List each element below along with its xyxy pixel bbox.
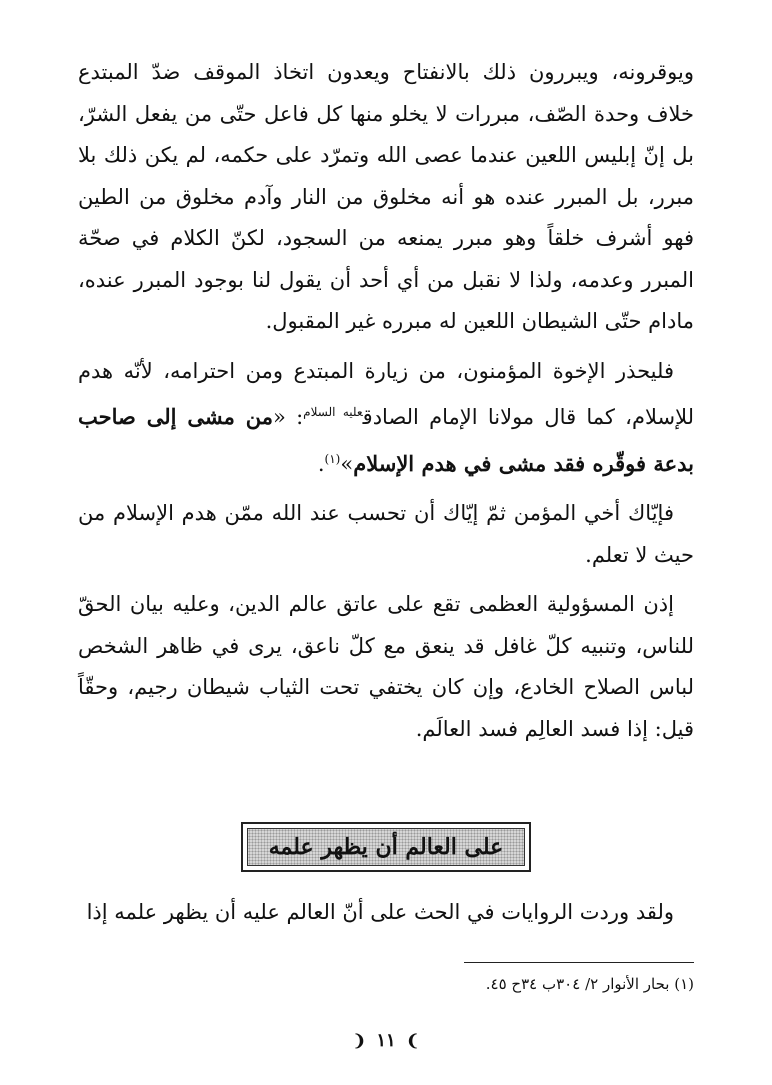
- paragraph-2: [78, 351, 694, 486]
- section-heading-box: [241, 822, 531, 872]
- page-number-left-ornament: ❨: [352, 1031, 367, 1050]
- footnote-divider: [464, 962, 694, 963]
- footnote-ref: (١): [324, 451, 341, 466]
- paragraph-1: ويوقرونه، ويبررون ذلك بالانفتاح ويعدون اتخاذ الموقف ضدّ المبتدع خلاف وحدة الصّف، مبررات لا يخلو منها كل فاعل حتّى من يفعل الشرّ، بل إنّ إبليس اللعين عندما عصى الله وتمرّد على حكمه، لم يكن ذلك بلا مبرر، بل المبرر عنده هو أنه مخلوق من النار وآدم مخلوق من الطين فهو أشرف خلقاً وهو مبرر يمنعه من السجود، لكنّ الكلام في صحّة المبرر وعدمه، ولذا لا نقبل من أي أحد أن يقول لنا بوجود المبرر عنده، مادام حتّى الشيطان اللعين له مبرره غير المقبول.: [78, 60, 694, 333]
- hadith-quote: من مشى إلى صاحب بدعة فوقّره فقد مشى في هدم الإسلام: [78, 404, 694, 476]
- honorific: عليه السلام: [303, 405, 363, 419]
- paragraph-4: إذن المسؤولية العظمى تقع على عاتق عالم الدين، وعليه بيان الحقّ للناس، وتنبيه كلّ غافل قد ينعق مع كلّ ناعق، يرى في ظاهر الشخص لباس الصلاح الخادع، وإن كان يختفي تحت الثياب شيطان رجيم، وحقّاً قيل: إذا فسد العالِم فسد العالَم.: [78, 592, 694, 741]
- paragraph-5: ولقد وردت الروايات في الحث على أنّ العالم عليه أن يظهر علمه إذا: [86, 900, 674, 924]
- page-number-value: ١١: [376, 1030, 396, 1051]
- paragraph-2-start: فليحذر الإخوة المؤمنون، من زيارة المبتدع ومن احترامه، لأنّه هدم للإسلام، كما قال مولانا الإمام الصادق: [78, 358, 694, 429]
- page-number: [78, 1030, 694, 1051]
- section-heading-wrap: [78, 822, 694, 872]
- page-number-right-ornament: ❩: [405, 1031, 420, 1050]
- paragraph-3: فإيّاك أخي المؤمن ثمّ إيّاك أن تحسب عند الله ممّن هدم الإسلام من حيث لا تعلم.: [78, 501, 694, 567]
- paragraph-2-end: .: [317, 451, 325, 476]
- footnote: (١) بحار الأنوار ٢/ ٣٠٤ب ٣٤ح ٤٥.: [485, 975, 694, 993]
- quote-open: : «: [272, 405, 304, 429]
- page: [78, 52, 694, 1085]
- section-heading: على العالم أن يظهر علمه: [247, 828, 525, 866]
- quote-close: »: [340, 451, 354, 476]
